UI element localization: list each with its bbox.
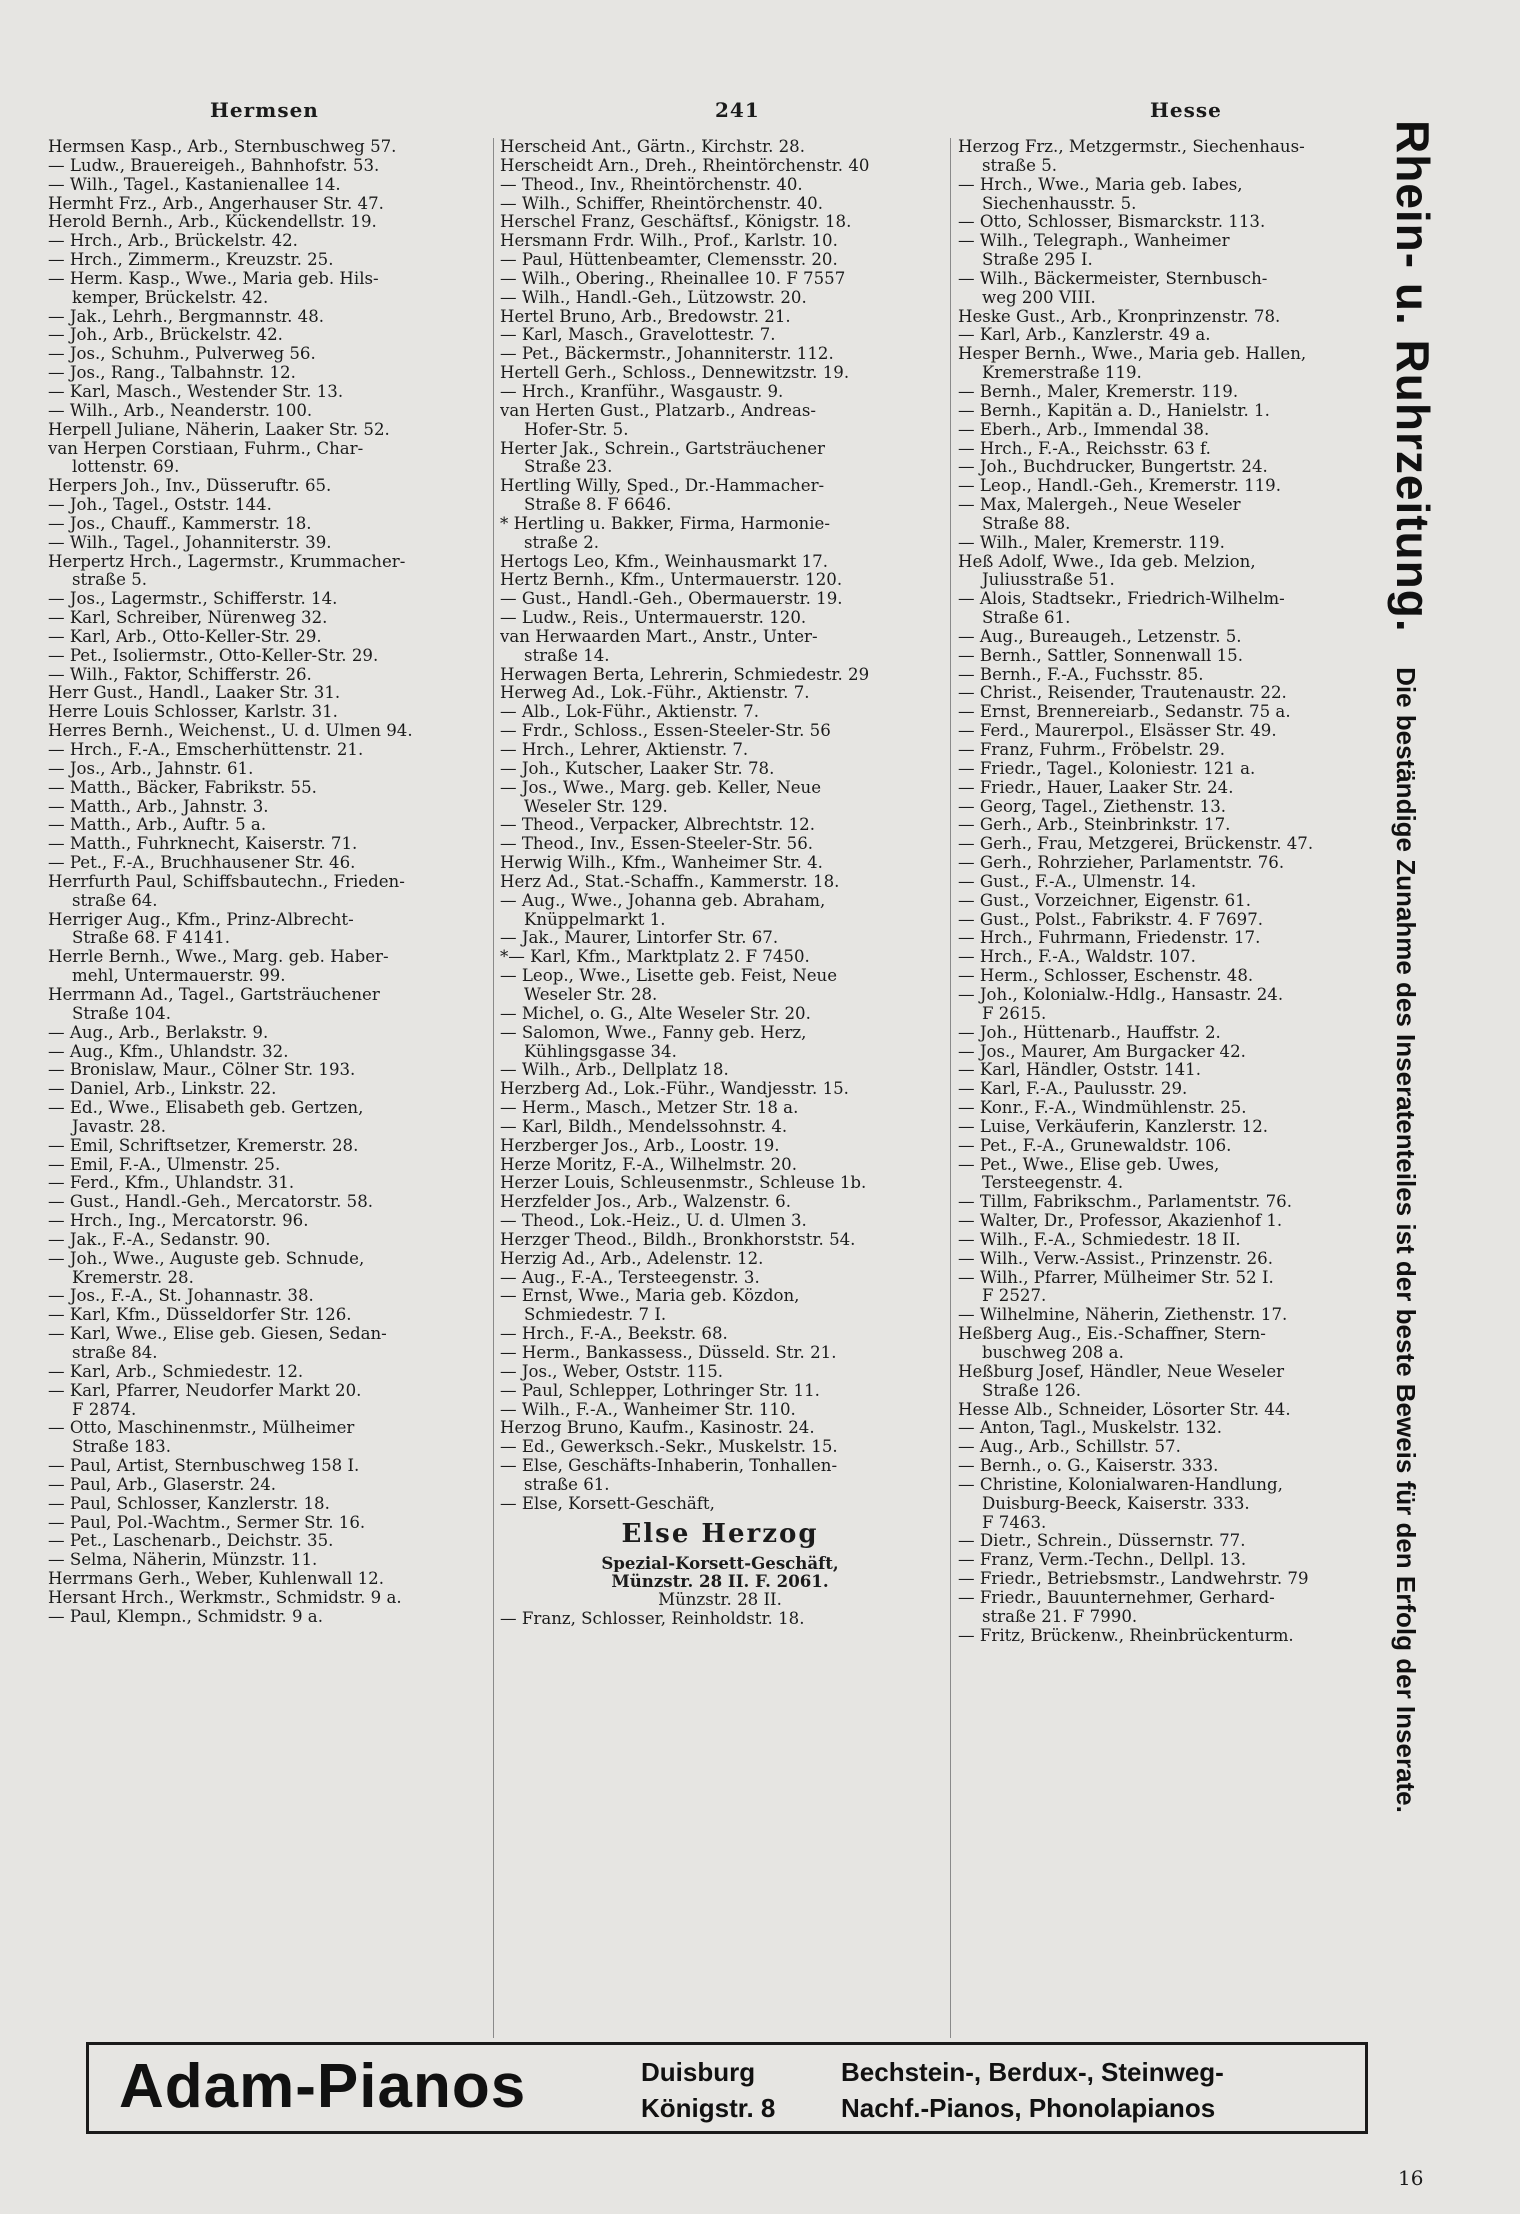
directory-entry: — Karl, F.-A., Paulusstr. 29. bbox=[958, 1080, 1188, 1099]
directory-entry: Herwagen Berta, Lehrerin, Schmiedestr. 29 bbox=[500, 665, 870, 684]
directory-entry: Else Herzog bbox=[621, 1518, 819, 1549]
directory-entry: — Leop., Handl.-Geh., Kremerstr. 119. bbox=[958, 477, 1282, 496]
directory-entry: — Eberh., Arb., Immendal 38. bbox=[958, 420, 1210, 439]
directory-entry: — Franz, Verm.-Techn., Dellpl. 13. bbox=[958, 1551, 1247, 1570]
directory-entry: — Hrch., Zimmerm., Kreuzstr. 25. bbox=[48, 251, 334, 270]
directory-entry: F 2527. bbox=[982, 1287, 1047, 1306]
directory-entry: straße 2. bbox=[524, 533, 600, 552]
directory-entry: — Hrch., F.-A., Emscherhüttenstr. 21. bbox=[48, 741, 364, 759]
directory-entry: Herpell Juliane, Näherin, Laaker Str. 52. bbox=[48, 420, 390, 439]
directory-entry: Straße 183. bbox=[72, 1438, 171, 1457]
directory-entry: — Wilh., Pfarrer, Mülheimer Str. 52 I. bbox=[958, 1268, 1274, 1287]
directory-entry: — Pet., F.-A., Grunewaldstr. 106. bbox=[958, 1136, 1232, 1155]
directory-entry: Juliusstraße 51. bbox=[982, 571, 1115, 590]
directory-entry: — Pet., Isoliermstr., Otto-Keller-Str. 29. bbox=[48, 646, 379, 665]
directory-entry: — Bernh., o. G., Kaiserstr. 333. bbox=[958, 1457, 1219, 1476]
directory-entry: — Pet., F.-A., Bruchhausener Str. 46. bbox=[48, 854, 356, 873]
directory-entry: Hofer-Str. 5. bbox=[524, 420, 629, 439]
directory-entry: lottenstr. 69. bbox=[72, 458, 180, 477]
directory-entry: — Ludw., Brauereigeh., Bahnhofstr. 53. bbox=[48, 156, 380, 175]
directory-entry: Straße 88. bbox=[982, 514, 1071, 533]
directory-entry: Herwig Wilh., Kfm., Wanheimer Str. 4. bbox=[500, 854, 823, 873]
directory-entry: — Wilh., Telegraph., Wanheimer bbox=[958, 232, 1230, 251]
column-divider bbox=[950, 138, 951, 2038]
directory-entry: — Friedr., Tagel., Koloniestr. 121 a. bbox=[958, 759, 1256, 778]
directory-entry: Javastr. 28. bbox=[72, 1117, 167, 1136]
directory-entry: Straße 61. bbox=[982, 609, 1071, 628]
directory-entry: — Aug., Bureaugeh., Letzenstr. 5. bbox=[958, 627, 1242, 646]
directory-entry: — Jak., Lehrh., Bergmannstr. 48. bbox=[48, 307, 325, 326]
directory-entry: Herzberg Ad., Lok.-Führ., Wandjesstr. 15. bbox=[500, 1080, 849, 1099]
column-3 bbox=[958, 138, 1383, 1646]
directory-entry: Herrmann Ad., Tagel., Gartsträuchener bbox=[48, 985, 380, 1004]
directory-entry: Herrfurth Paul, Schiffsbautechn., Frieden- bbox=[48, 872, 405, 891]
directory-entry: — Franz, Schlosser, Reinholdstr. 18. bbox=[500, 1610, 805, 1629]
directory-entry: — Ludw., Reis., Untermauerstr. 120. bbox=[500, 609, 807, 628]
sidebar-title: Rhein- u. Ruhrzeitung. bbox=[1387, 120, 1439, 633]
directory-entry: — Joh., Kutscher, Laaker Str. 78. bbox=[500, 759, 775, 778]
directory-entry: Herriger Aug., Kfm., Prinz-Albrecht- bbox=[48, 910, 354, 929]
directory-entry: Schmiedestr. 7 I. bbox=[524, 1306, 667, 1325]
directory-entry: — Wilh., Maler, Kremerstr. 119. bbox=[958, 533, 1225, 552]
directory-entry: Hersant Hrch., Werkmstr., Schmidstr. 9 a. bbox=[48, 1588, 402, 1607]
directory-entry: — Jak., F.-A., Sedanstr. 90. bbox=[48, 1230, 271, 1249]
sidebar-slogan: Die beständige Zunahme des Inseratenteiles ist der beste Beweis für den Erfolg der Inserate. bbox=[1391, 667, 1421, 1813]
directory-entry: — Herm. Kasp., Wwe., Maria geb. Hils- bbox=[48, 269, 379, 288]
directory-entry: — Wilh., F.-A., Wanheimer Str. 110. bbox=[500, 1400, 796, 1419]
directory-entry: Herpertz Hrch., Lagermstr., Krummacher- bbox=[48, 552, 406, 571]
directory-entry: — Karl, Arb., Kanzlerstr. 49 a. bbox=[958, 326, 1211, 345]
directory-entry: — Hrch., Arb., Brückelstr. 42. bbox=[48, 232, 298, 251]
directory-entry: Herrmans Gerh., Weber, Kuhlenwall 12. bbox=[48, 1570, 384, 1589]
directory-entry: mehl, Untermauerstr. 99. bbox=[72, 967, 286, 986]
directory-entry: — Wilh., Obering., Rheinallee 10. F 7557 bbox=[500, 269, 846, 288]
directory-entry: Münzstr. 28 II. bbox=[658, 1591, 782, 1610]
directory-entry: — Bronislaw, Maur., Cölner Str. 193. bbox=[48, 1061, 356, 1080]
directory-entry: Herzog Frz., Metzgermstr., Siechenhaus- bbox=[958, 138, 1305, 156]
directory-entry: — Gust., Polst., Fabrikstr. 4. F 7697. bbox=[958, 910, 1264, 929]
directory-entry: — Gust., Handl.-Geh., Mercatorstr. 58. bbox=[48, 1193, 374, 1212]
directory-entry: — Bernh., Sattler, Sonnenwall 15. bbox=[958, 646, 1244, 665]
directory-entry: — Jos., Chauff., Kammerstr. 18. bbox=[48, 514, 312, 533]
directory-entry: van Herwaarden Mart., Anstr., Unter- bbox=[500, 627, 818, 646]
directory-entry: — Joh., Kolonialw.-Hdlg., Hansastr. 24. bbox=[958, 985, 1284, 1004]
directory-entry: — Ed., Wwe., Elisabeth geb. Gertzen, bbox=[48, 1099, 364, 1118]
directory-entry: — Wilh., Schiffer, Rheintörchenstr. 40. bbox=[500, 194, 823, 213]
directory-entry: Weseler Str. 28. bbox=[524, 985, 658, 1004]
directory-entry: — Joh., Tagel., Oststr. 144. bbox=[48, 496, 272, 515]
directory-entry: Spezial-Korsett-Geschäft, bbox=[601, 1553, 839, 1573]
footer-line-1: Bechstein-, Berdux-, Steinweg- bbox=[841, 2057, 1224, 2087]
directory-entry: — Otto, Schlosser, Bismarckstr. 113. bbox=[958, 213, 1266, 232]
directory-entry: — Jak., Maurer, Lintorfer Str. 67. bbox=[500, 929, 779, 948]
directory-entry: — Else, Korsett-Geschäft, bbox=[500, 1494, 715, 1513]
directory-entry: — Jos., Weber, Oststr. 115. bbox=[500, 1362, 724, 1381]
directory-entry: — Paul, Arb., Glaserstr. 24. bbox=[48, 1475, 277, 1494]
directory-entry: — Max, Malergeh., Neue Weseler bbox=[958, 496, 1241, 515]
directory-entry: — Jos., Lagermstr., Schifferstr. 14. bbox=[48, 590, 338, 609]
directory-entry: Herrle Bernh., Wwe., Marg. geb. Haber- bbox=[48, 948, 389, 967]
directory-entry: — Karl, Arb., Otto-Keller-Str. 29. bbox=[48, 627, 322, 646]
directory-entry: — Aug., Kfm., Uhlandstr. 32. bbox=[48, 1042, 289, 1061]
directory-entry: — Paul, Pol.-Wachtm., Sermer Str. 16. bbox=[48, 1513, 366, 1532]
directory-entry: — Hrch., Wwe., Maria geb. Iabes, bbox=[958, 175, 1243, 194]
directory-entry: kemper, Brückelstr. 42. bbox=[72, 288, 269, 307]
directory-entry: — Franz, Fuhrm., Fröbelstr. 29. bbox=[958, 741, 1225, 759]
directory-entry: — Paul, Hüttenbeamter, Clemensstr. 20. bbox=[500, 251, 838, 270]
directory-entry: — Daniel, Arb., Linkstr. 22. bbox=[48, 1080, 277, 1099]
directory-entry: Herre Louis Schlosser, Karlstr. 31. bbox=[48, 703, 338, 722]
directory-entry: — Herm., Bankassess., Düsseld. Str. 21. bbox=[500, 1344, 837, 1362]
directory-entry: F 2874. bbox=[72, 1400, 137, 1419]
directory-entry: — Wilh., Bäckermeister, Sternbusch- bbox=[958, 269, 1268, 288]
directory-entry: straße 14. bbox=[524, 646, 610, 665]
directory-entry: Hesse Alb., Schneider, Lösorter Str. 44. bbox=[958, 1400, 1291, 1419]
directory-entry: — Wilh., F.-A., Schmiedestr. 18 II. bbox=[958, 1230, 1241, 1249]
column-2 bbox=[500, 138, 940, 1629]
directory-entry: — Aug., Arb., Berlakstr. 9. bbox=[48, 1023, 269, 1042]
directory-entry: Tersteegenstr. 4. bbox=[982, 1174, 1124, 1193]
directory-entry: — Karl, Händler, Oststr. 141. bbox=[958, 1061, 1201, 1080]
directory-entry: — Ernst, Wwe., Maria geb. Közdon, bbox=[500, 1287, 800, 1306]
directory-entry: weg 200 VIII. bbox=[982, 288, 1096, 307]
directory-entry: — Jos., Rang., Talbahnstr. 12. bbox=[48, 364, 296, 383]
directory-entry: — Fritz, Brückenw., Rheinbrückenturm. bbox=[958, 1626, 1294, 1645]
directory-entry: — Hrch., F.-A., Beekstr. 68. bbox=[500, 1325, 728, 1344]
directory-entry: — Christ., Reisender, Trautenaustr. 22. bbox=[958, 684, 1287, 703]
directory-entry: Hertz Bernh., Kfm., Untermauerstr. 120. bbox=[500, 571, 843, 590]
directory-entry: Herpers Joh., Inv., Düsseruftr. 65. bbox=[48, 477, 332, 496]
directory-entry: Straße 23. bbox=[524, 458, 613, 477]
directory-entry: Hertogs Leo, Kfm., Weinhausmarkt 17. bbox=[500, 552, 829, 571]
directory-entry: — Joh., Hüttenarb., Hauffstr. 2. bbox=[958, 1023, 1221, 1042]
directory-entry: — Leop., Wwe., Lisette geb. Feist, Neue bbox=[500, 967, 838, 986]
directory-entry: — Alois, Stadtsekr., Friedrich-Wilhelm- bbox=[958, 590, 1285, 609]
page-footer-number: 16 bbox=[1398, 2166, 1424, 2190]
directory-entry: — Georg, Tagel., Ziethenstr. 13. bbox=[958, 797, 1227, 816]
directory-entry: — Frdr., Schloss., Essen-Steeler-Str. 56 bbox=[500, 722, 831, 741]
directory-entry: — Gerh., Arb., Steinbrinkstr. 17. bbox=[958, 816, 1231, 835]
directory-entry: — Jos., F.-A., St. Johannastr. 38. bbox=[48, 1287, 314, 1306]
directory-entry: Herr Gust., Handl., Laaker Str. 31. bbox=[48, 684, 341, 703]
directory-entry: Knüppelmarkt 1. bbox=[524, 910, 666, 929]
column-1 bbox=[48, 138, 488, 1627]
directory-entry: buschweg 208 a. bbox=[982, 1344, 1124, 1362]
directory-entry: — Wilh., Tagel., Kastanienallee 14. bbox=[48, 175, 341, 194]
directory-entry: — Paul, Artist, Sternbuschweg 158 I. bbox=[48, 1457, 360, 1476]
directory-entry: Heßburg Josef, Händler, Neue Weseler bbox=[958, 1362, 1285, 1381]
directory-entry: — Jos., Schuhm., Pulverweg 56. bbox=[48, 345, 316, 364]
directory-entry: — Jos., Wwe., Marg. geb. Keller, Neue bbox=[500, 778, 822, 797]
directory-entry: Heßberg Aug., Eis.-Schaffner, Stern- bbox=[958, 1325, 1266, 1344]
directory-entry: — Ed., Gewerksch.-Sekr., Muskelstr. 15. bbox=[500, 1438, 838, 1457]
directory-entry: — Joh., Wwe., Auguste geb. Schnude, bbox=[48, 1249, 365, 1268]
directory-entry: — Paul, Schlosser, Kanzlerstr. 18. bbox=[48, 1494, 330, 1513]
directory-entry: — Bernh., Kapitän a. D., Hanielstr. 1. bbox=[958, 401, 1270, 420]
directory-entry: — Matth., Fuhrknecht, Kaiserstr. 71. bbox=[48, 835, 358, 854]
directory-entry: Herzer Louis, Schleusenmstr., Schleuse 1b. bbox=[500, 1174, 867, 1193]
directory-entry: — Hrch., F.-A., Waldstr. 107. bbox=[958, 948, 1196, 967]
directory-entry: — Wilh., Handl.-Geh., Lützowstr. 20. bbox=[500, 288, 807, 307]
directory-entry: Kremerstraße 119. bbox=[982, 364, 1142, 383]
directory-entry: — Friedr., Betriebsmstr., Landwehrstr. 79 bbox=[958, 1570, 1309, 1589]
directory-entry: — Herm., Masch., Metzer Str. 18 a. bbox=[500, 1099, 799, 1118]
directory-entry: Hersmann Frdr. Wilh., Prof., Karlstr. 10. bbox=[500, 232, 838, 251]
footer-city: Duisburg bbox=[641, 2057, 756, 2087]
directory-entry: Herter Jak., Schrein., Gartsträuchener bbox=[500, 439, 825, 458]
directory-entry: — Jos., Arb., Jahnstr. 61. bbox=[48, 759, 254, 778]
directory-entry: — Selma, Näherin, Münzstr. 11. bbox=[48, 1551, 318, 1570]
directory-entry: — Karl, Masch., Gravelottestr. 7. bbox=[500, 326, 776, 345]
directory-entry: — Karl, Kfm., Düsseldorfer Str. 126. bbox=[48, 1306, 352, 1325]
directory-entry: Herold Bernh., Arb., Kückendellstr. 19. bbox=[48, 213, 377, 232]
directory-entry: F 7463. bbox=[982, 1513, 1047, 1532]
directory-entry: Hertel Bruno, Arb., Bredowstr. 21. bbox=[500, 307, 791, 326]
directory-entry: — Bernh., Maler, Kremerstr. 119. bbox=[958, 382, 1239, 401]
directory-entry: — Karl, Pfarrer, Neudorfer Markt 20. bbox=[48, 1381, 362, 1400]
directory-entry: Heß Adolf, Wwe., Ida geb. Melzion, bbox=[958, 552, 1256, 571]
directory-entry: straße 61. bbox=[524, 1475, 610, 1494]
directory-entry: — Hrch., Fuhrmann, Friedenstr. 17. bbox=[958, 929, 1261, 948]
directory-entry: Straße 126. bbox=[982, 1381, 1081, 1400]
directory-entry: — Friedr., Bauunternehmer, Gerhard- bbox=[958, 1588, 1275, 1607]
directory-entry: — Theod., Verpacker, Albrechtstr. 12. bbox=[500, 816, 815, 835]
directory-entry: — Walter, Dr., Professor, Akazienhof 1. bbox=[958, 1212, 1283, 1231]
directory-entry: Herze Moritz, F.-A., Wilhelmstr. 20. bbox=[500, 1155, 798, 1174]
directory-entry: Hesper Bernh., Wwe., Maria geb. Hallen, bbox=[958, 345, 1307, 364]
directory-entry: Herzger Theod., Bildh., Bronkhorststr. 54. bbox=[500, 1230, 856, 1249]
directory-entry: Herz Ad., Stat.-Schaffn., Kammerstr. 18. bbox=[500, 872, 840, 891]
directory-entry: Herschel Franz, Geschäftsf., Königstr. 18. bbox=[500, 213, 852, 232]
header-right: Hesse bbox=[1150, 98, 1222, 122]
directory-entry: straße 84. bbox=[72, 1344, 158, 1362]
directory-entry: — Wilh., Verw.-Assist., Prinzenstr. 26. bbox=[958, 1249, 1273, 1268]
directory-entry: Duisburg-Beeck, Kaiserstr. 333. bbox=[982, 1494, 1250, 1513]
directory-entry: — Anton, Tagl., Muskelstr. 132. bbox=[958, 1419, 1223, 1438]
directory-entry: straße 21. F 7990. bbox=[982, 1607, 1138, 1626]
directory-entry: — Wilh., Arb., Dellplatz 18. bbox=[500, 1061, 729, 1080]
directory-entry: Hertell Gerh., Schloss., Dennewitzstr. 19. bbox=[500, 364, 850, 383]
directory-entry: — Pet., Wwe., Elise geb. Uwes, bbox=[958, 1155, 1220, 1174]
directory-entry: — Wilh., Tagel., Johanniterstr. 39. bbox=[48, 533, 332, 552]
directory-entry: — Otto, Maschinenmstr., Mülheimer bbox=[48, 1419, 355, 1438]
directory-entry: Herscheid Ant., Gärtn., Kirchstr. 28. bbox=[500, 138, 806, 156]
directory-entry: — Wilh., Faktor, Schifferstr. 26. bbox=[48, 665, 312, 684]
directory-entry: Herres Bernh., Weichenst., U. d. Ulmen 94. bbox=[48, 722, 413, 741]
directory-entry: Siechenhausstr. 5. bbox=[982, 194, 1137, 213]
directory-entry: — Konr., F.-A., Windmühlenstr. 25. bbox=[958, 1099, 1247, 1118]
directory-entry: van Herten Gust., Platzarb., Andreas- bbox=[500, 401, 816, 420]
directory-entry: Herzberger Jos., Arb., Loostr. 19. bbox=[500, 1136, 780, 1155]
directory-entry: Herscheidt Arn., Dreh., Rheintörchenstr. 40 bbox=[500, 156, 870, 175]
directory-entry: — Hrch., Ing., Mercatorstr. 96. bbox=[48, 1212, 309, 1231]
sidebar-advert bbox=[1385, 120, 1441, 2050]
directory-entry: — Pet., Bäckermstr., Johanniterstr. 112. bbox=[500, 345, 834, 364]
directory-entry: Heske Gust., Arb., Kronprinzenstr. 78. bbox=[958, 307, 1281, 326]
directory-entry: Straße 295 I. bbox=[982, 251, 1093, 270]
directory-entry: — Karl, Masch., Westender Str. 13. bbox=[48, 382, 344, 401]
directory-entry: — Theod., Inv., Essen-Steeler-Str. 56. bbox=[500, 835, 814, 854]
directory-entry: — Ernst, Brennereiarb., Sedanstr. 75 a. bbox=[958, 703, 1291, 722]
directory-entry: — Else, Geschäfts-Inhaberin, Tonhallen- bbox=[500, 1457, 838, 1476]
directory-entry: — Karl, Bildh., Mendelssohnstr. 4. bbox=[500, 1117, 788, 1136]
directory-entry: Kremerstr. 28. bbox=[72, 1268, 194, 1287]
directory-entry: — Karl, Arb., Schmiedestr. 12. bbox=[48, 1362, 304, 1381]
directory-entry: * Hertling u. Bakker, Firma, Harmonie- bbox=[500, 514, 830, 533]
directory-entry: — Emil, F.-A., Ulmenstr. 25. bbox=[48, 1155, 281, 1174]
directory-entry: — Salomon, Wwe., Fanny geb. Herz, bbox=[500, 1023, 807, 1042]
header-left: Hermsen bbox=[210, 98, 319, 122]
directory-entry: — Gust., Vorzeichner, Eigenstr. 61. bbox=[958, 891, 1251, 910]
directory-entry: straße 5. bbox=[982, 156, 1058, 175]
directory-entry: — Theod., Lok.-Heiz., U. d. Ulmen 3. bbox=[500, 1212, 807, 1231]
directory-entry: *— Karl, Kfm., Marktplatz 2. F 7450. bbox=[500, 948, 810, 967]
directory-entry: — Wilh., Arb., Neanderstr. 100. bbox=[48, 401, 313, 420]
directory-entry: Kühlingsgasse 34. bbox=[524, 1042, 677, 1061]
directory-entry: — Michel, o. G., Alte Weseler Str. 20. bbox=[500, 1004, 811, 1023]
directory-entry: — Ferd., Maurerpol., Elsässer Str. 49. bbox=[958, 722, 1277, 741]
footer-advert bbox=[86, 2042, 1368, 2134]
directory-entry: straße 5. bbox=[72, 571, 148, 590]
directory-entry: — Emil, Schriftsetzer, Kremerstr. 28. bbox=[48, 1136, 359, 1155]
directory-entry: — Luise, Verkäuferin, Kanzlerstr. 12. bbox=[958, 1117, 1269, 1136]
directory-entry: Hermsen Kasp., Arb., Sternbuschweg 57. bbox=[48, 138, 397, 156]
directory-entry: — Aug., Arb., Schillstr. 57. bbox=[958, 1438, 1181, 1457]
directory-entry: Münzstr. 28 II. F. 2061. bbox=[611, 1572, 829, 1592]
directory-entry: Straße 68. F 4141. bbox=[72, 929, 230, 948]
directory-entry: Herzfelder Jos., Arb., Walzenstr. 6. bbox=[500, 1193, 791, 1212]
directory-entry: — Christine, Kolonialwaren-Handlung, bbox=[958, 1475, 1283, 1494]
directory-entry: — Aug., Wwe., Johanna geb. Abraham, bbox=[500, 891, 826, 910]
directory-entry: — Aug., F.-A., Tersteegenstr. 3. bbox=[500, 1268, 760, 1287]
directory-entry: — Hrch., F.-A., Reichsstr. 63 f. bbox=[958, 439, 1211, 458]
directory-entry: — Pet., Laschenarb., Deichstr. 35. bbox=[48, 1532, 334, 1551]
directory-entry: — Tillm, Fabrikschm., Parlamentstr. 76. bbox=[958, 1193, 1292, 1212]
directory-entry: — Alb., Lok-Führ., Aktienstr. 7. bbox=[500, 703, 760, 722]
directory-entry: — Matth., Bäcker, Fabrikstr. 55. bbox=[48, 778, 317, 797]
directory-entry: — Herm., Schlosser, Eschenstr. 48. bbox=[958, 967, 1254, 986]
directory-entry: Straße 104. bbox=[72, 1004, 171, 1023]
directory-entry: van Herpen Corstiaan, Fuhrm., Char- bbox=[48, 439, 364, 458]
directory-entry: — Gust., Handl.-Geh., Obermauerstr. 19. bbox=[500, 590, 843, 609]
directory-entry: — Gerh., Rohrzieher, Parlamentstr. 76. bbox=[958, 854, 1285, 873]
directory-entry: Weseler Str. 129. bbox=[524, 797, 668, 816]
directory-entry: — Gerh., Frau, Metzgerei, Brückenstr. 47. bbox=[958, 835, 1314, 854]
directory-entry: F 2615. bbox=[982, 1004, 1047, 1023]
directory-entry: Herweg Ad., Lok.-Führ., Aktienstr. 7. bbox=[500, 684, 810, 703]
directory-entry: Hermht Frz., Arb., Angerhauser Str. 47. bbox=[48, 194, 384, 213]
directory-entry: Herzog Bruno, Kaufm., Kasinostr. 24. bbox=[500, 1419, 815, 1438]
directory-entry: — Joh., Arb., Brückelstr. 42. bbox=[48, 326, 283, 345]
directory-entry: — Friedr., Hauer, Laaker Str. 24. bbox=[958, 778, 1234, 797]
directory-entry: Hertling Willy, Sped., Dr.-Hammacher- bbox=[500, 477, 825, 496]
directory-entry: — Wilhelmine, Näherin, Ziethenstr. 17. bbox=[958, 1306, 1288, 1325]
directory-entry: — Karl, Schreiber, Nürenweg 32. bbox=[48, 609, 328, 628]
directory-entry: — Paul, Schlepper, Lothringer Str. 11. bbox=[500, 1381, 820, 1400]
directory-entry: — Joh., Buchdrucker, Bungertstr. 24. bbox=[958, 458, 1268, 477]
directory-entry: — Dietr., Schrein., Düssernstr. 77. bbox=[958, 1532, 1246, 1551]
footer-address: Königstr. 8 bbox=[641, 2093, 776, 2123]
footer-line-2: Nachf.-Pianos, Phonolapianos bbox=[841, 2093, 1216, 2123]
directory-entry: — Matth., Arb., Jahnstr. 3. bbox=[48, 797, 269, 816]
directory-entry: Straße 8. F 6646. bbox=[524, 496, 672, 515]
directory-entry: — Paul, Klempn., Schmidstr. 9 a. bbox=[48, 1607, 323, 1626]
directory-entry: — Theod., Inv., Rheintörchenstr. 40. bbox=[500, 175, 803, 194]
directory-entry: straße 64. bbox=[72, 891, 158, 910]
directory-entry: — Hrch., Lehrer, Aktienstr. 7. bbox=[500, 741, 749, 759]
directory-entry: Herzig Ad., Arb., Adelenstr. 12. bbox=[500, 1249, 764, 1268]
column-divider bbox=[493, 138, 494, 2038]
directory-entry: — Karl, Wwe., Elise geb. Giesen, Sedan- bbox=[48, 1325, 387, 1344]
directory-entry: — Matth., Arb., Auftr. 5 a. bbox=[48, 816, 267, 835]
page-number-header: 241 bbox=[715, 98, 760, 122]
footer-brand: Adam-Pianos bbox=[119, 2052, 527, 2121]
directory-entry: — Ferd., Kfm., Uhlandstr. 31. bbox=[48, 1174, 295, 1193]
directory-entry: — Bernh., F.-A., Fuchsstr. 85. bbox=[958, 665, 1204, 684]
directory-entry: — Gust., F.-A., Ulmenstr. 14. bbox=[958, 872, 1197, 891]
directory-entry: — Jos., Maurer, Am Burgacker 42. bbox=[958, 1042, 1246, 1061]
directory-entry: — Hrch., Kranführ., Wasgaustr. 9. bbox=[500, 382, 784, 401]
